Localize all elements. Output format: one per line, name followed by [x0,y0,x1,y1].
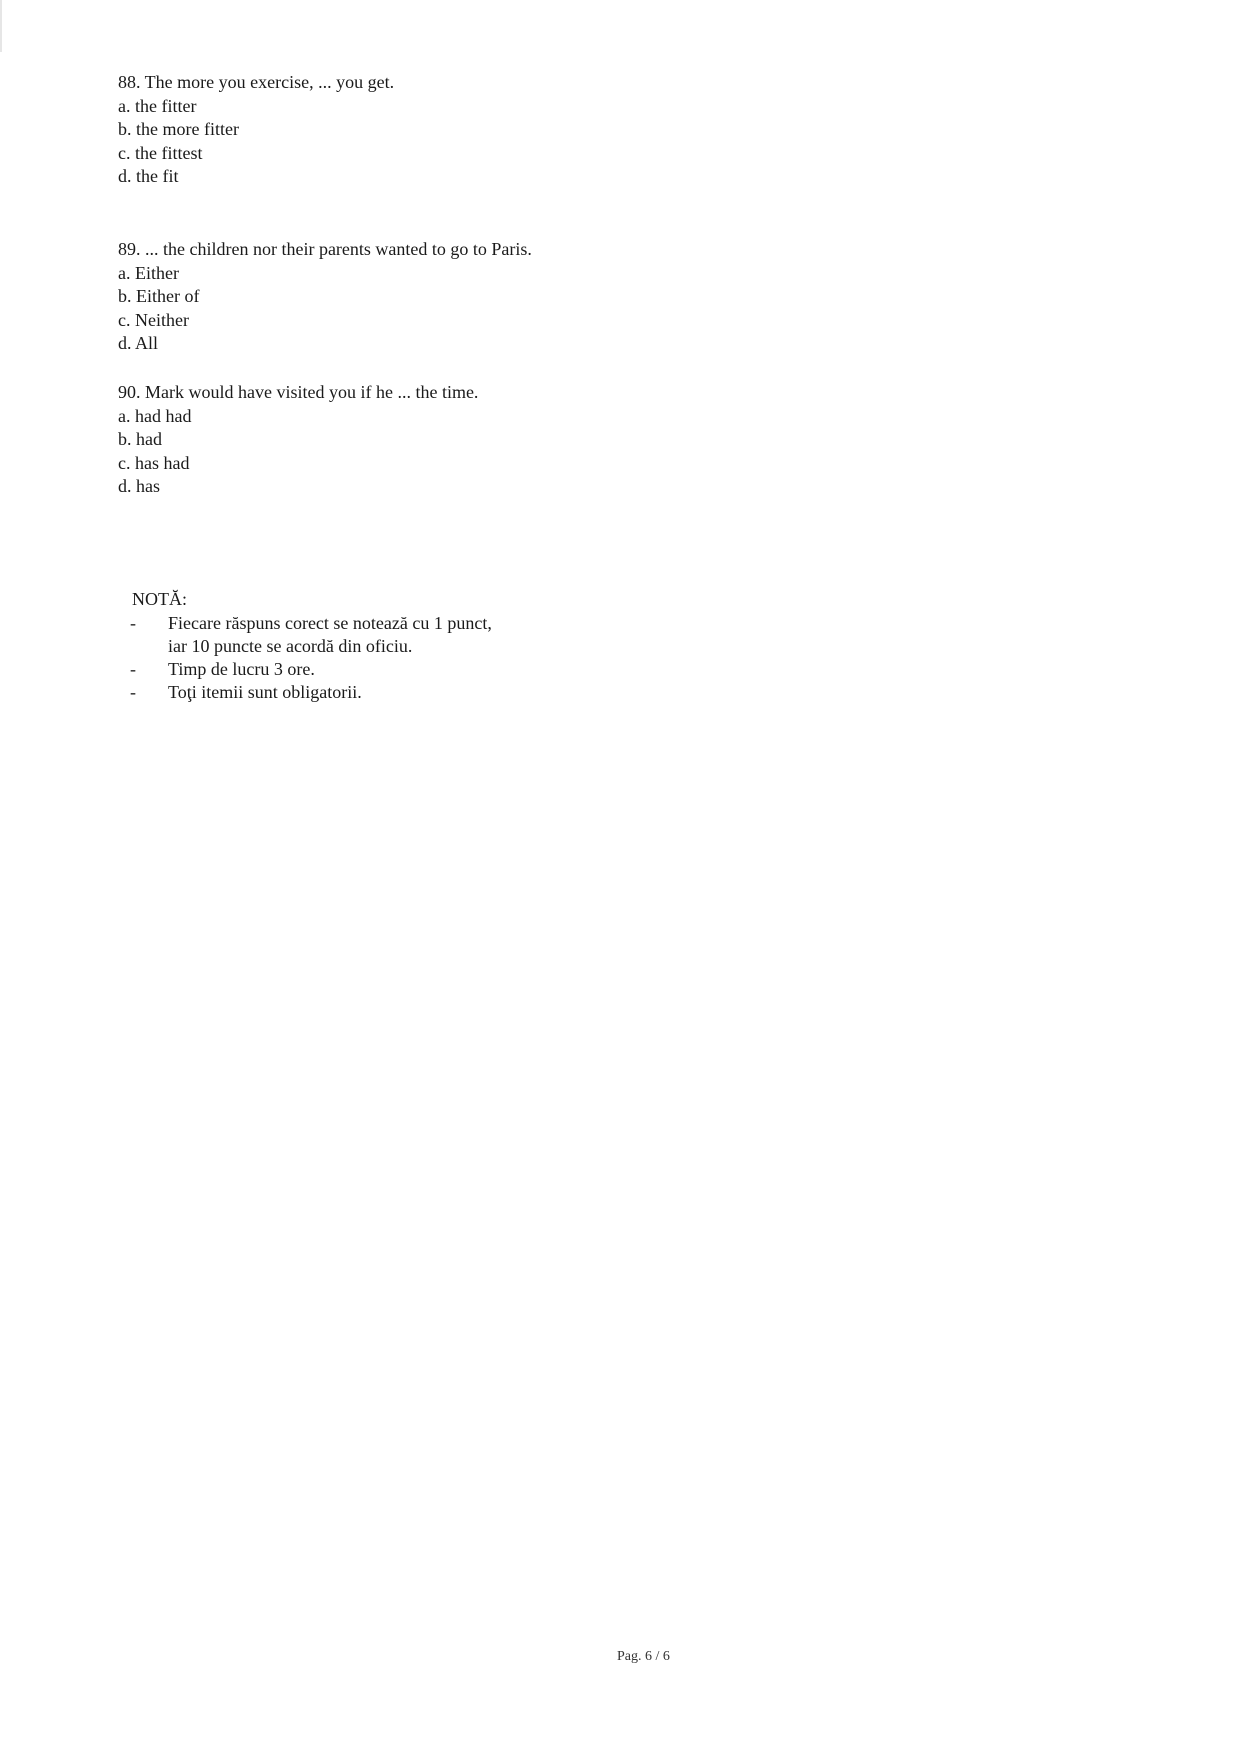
note-line: Timp de lucru 3 ore. [168,659,315,679]
bullet-dash: - [130,613,136,633]
option-a: a. the fitter [118,95,197,116]
question-text: 90. Mark would have visited you if he ... the time. [118,382,479,402]
option-d: d. the fit [118,166,179,186]
note-item-scoring [132,612,492,658]
question-89 [118,238,532,356]
note-item-mandatory [132,681,492,704]
note-line: iar 10 puncte se acordă din oficiu. [168,636,413,656]
option-c: c. the fittest [118,142,203,163]
option-b: b. Either of [118,286,200,306]
question-88 [118,71,394,189]
question-90 [118,381,478,499]
note-title: NOTĂ: [132,589,187,609]
note-line: Fiecare răspuns corect se notează cu 1 punct, [168,613,492,633]
question-text: 89. ... the children nor their parents wanted to go to Paris. [118,239,532,259]
bullet-dash: - [130,682,136,702]
note-item-time [132,658,492,681]
option-c: c. Neither [118,309,189,330]
option-d: d. has [118,476,160,496]
bullet-dash: - [130,659,136,679]
question-text: 88. The more you exercise, ... you get. [118,72,395,92]
option-a: a. Either [118,262,179,283]
option-d: d. All [118,333,159,353]
option-b: b. the more fitter [118,119,239,139]
option-a: a. had had [118,405,192,426]
page-number: Pag. 6 / 6 [617,1649,670,1664]
exam-note [132,588,492,704]
option-c: c. has had [118,452,190,473]
scan-edge-mark [0,0,2,52]
note-line: Toţi itemii sunt obligatorii. [168,682,362,702]
option-b: b. had [118,429,162,449]
